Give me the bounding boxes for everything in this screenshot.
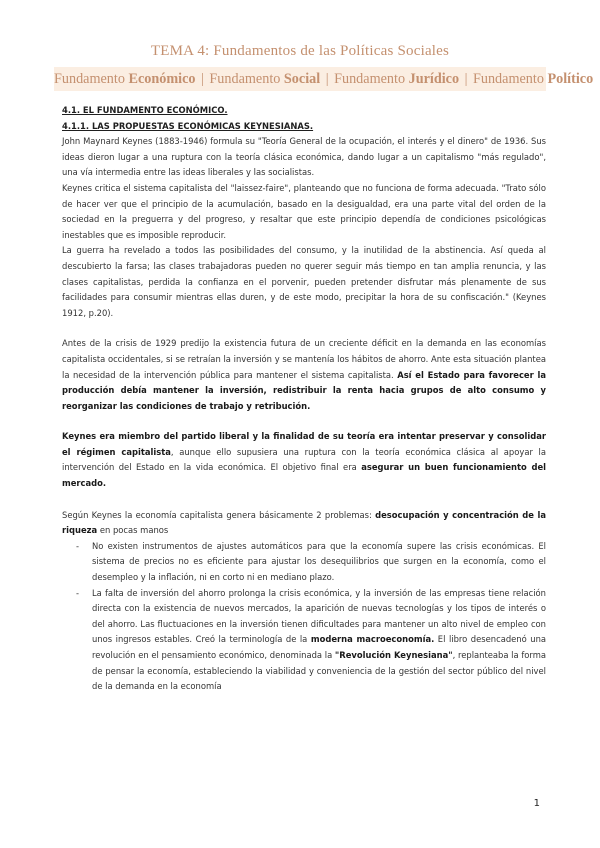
paragraph-liberal-party: Keynes era miembro del partido liberal y la finalidad de su teoría era intentar preservar y consolidar el régimen capitalista, aunque ello supusiera una ruptura con la teoría económica clásica al apoyar la intervención del Estado en la vida económica. El objetivo final era asegurar un buen funcionamiento del mercado. <box>62 431 547 489</box>
document-title: TEMA 4: Fundamentos de las Políticas Sociales <box>150 43 450 59</box>
paragraph-war-quote: La guerra ha revelado a todos las posibilidades del consumo, y la inutilidad de la abstinencia. Así queda al descubierto la farsa; las clases trabajadoras pueden no querer seguir más tiempo en tan amplia renuncia, y las clases capitalistas, perdida la confianza en el porvenir, pueden pretender disfrutar más plenamente de sus facilidades para consumir mientras ellas duren, y de este modo, precipitar la hora de su confiscación." (Keynes 1912, p.20). <box>62 245 546 318</box>
topic-separator: | <box>201 71 204 87</box>
problems-list <box>62 539 546 695</box>
paragraph-two-problems: Según Keynes la economía capitalista genera básicamente 2 problemas: desocupación y concentración de la riqueza en pocas manos <box>62 509 546 536</box>
topic-economico: Fundamento Económico <box>54 71 196 87</box>
topic-social: Fundamento Social <box>209 71 321 87</box>
topic-juridico: Fundamento Jurídico <box>334 71 460 87</box>
topic-politico: Fundamento Político <box>472 71 594 87</box>
page-number: 1 <box>533 798 540 809</box>
topic-separator: | <box>325 71 329 87</box>
paragraph-crisis-1929: Antes de la crisis de 1929 predijo la existencia futura de un creciente déficit en la demanda en las economías capitalista occidentales, si se retraían la inversión y se mantenía los hábitos de ahorro. Ante esta situación plantea la necesidad de la intervención pública para mantener el sistema capitalista. Así el Estado para favorecer la producción debía mantener la inversión, redistribuir la renta hacia grupos de alto consumo y reorganizar las condiciones de trabajo y retribución. <box>62 338 546 411</box>
list-item: - No existen instrumentos de ajustes automáticos para que la economía supere las crisis económicas. El sistema de precios no es eficiente para ajustar los desequilibrios que surgen en la economía, como el desempleo y la inflación, ni en corto ni en mediano plazo. <box>92 539 546 586</box>
topic-separator: | <box>464 71 468 87</box>
section-heading: 4.1. EL FUNDAMENTO ECONÓMICO. <box>62 105 228 115</box>
subsection-heading: 4.1.1. LAS PROPUESTAS ECONÓMICAS KEYNESIANAS. <box>62 120 314 131</box>
paragraph-laissez-faire: Keynes critica el sistema capitalista del "laissez-faire", planteando que no funciona de forma adecuada. "Trato sólo de hacer ver que el principio de la acumulación, basado en la desigualdad, era una parte vital del orden de la sociedad en la preguerra y del progreso, y resaltar que este principio dependía de condiciones psicológicas inestables que es imposible reproducir. <box>62 182 546 240</box>
topic-banner <box>54 67 594 91</box>
paragraph-keynes-intro: John Maynard Keynes (1883-1946) formula su "Teoría General de la ocupación, el interés y el dinero" de 1936. Sus ideas dieron lugar a una ruptura con la teoría clásica económica, dando lugar a un capitalismo "más regulado", una vía intermedia entre las ideas liberales y las socialistas. <box>62 136 546 178</box>
document-body <box>62 103 546 695</box>
list-item: - La falta de inversión del ahorro prolonga la crisis económica, y la inversión de las empresas tiene relación directa con la existencia de nuevos mercados, la aparición de nuevas tecnologías y los tipos de interés o del ahorro. Las fluctuaciones en la inversión tienen dificultades para mantener un alto nivel de empleo con unos ingresos estables. Creó la terminología de la moderna macroeconomía. El libro desencadenó una revolución en el pensamiento económico, denominada la "Revolución Keynesiana", replanteaba la forma de pensar la economía, estableciendo la viabilidad y conveniencia de la gestión del sector público del nivel de la demanda en la economía <box>92 586 546 695</box>
